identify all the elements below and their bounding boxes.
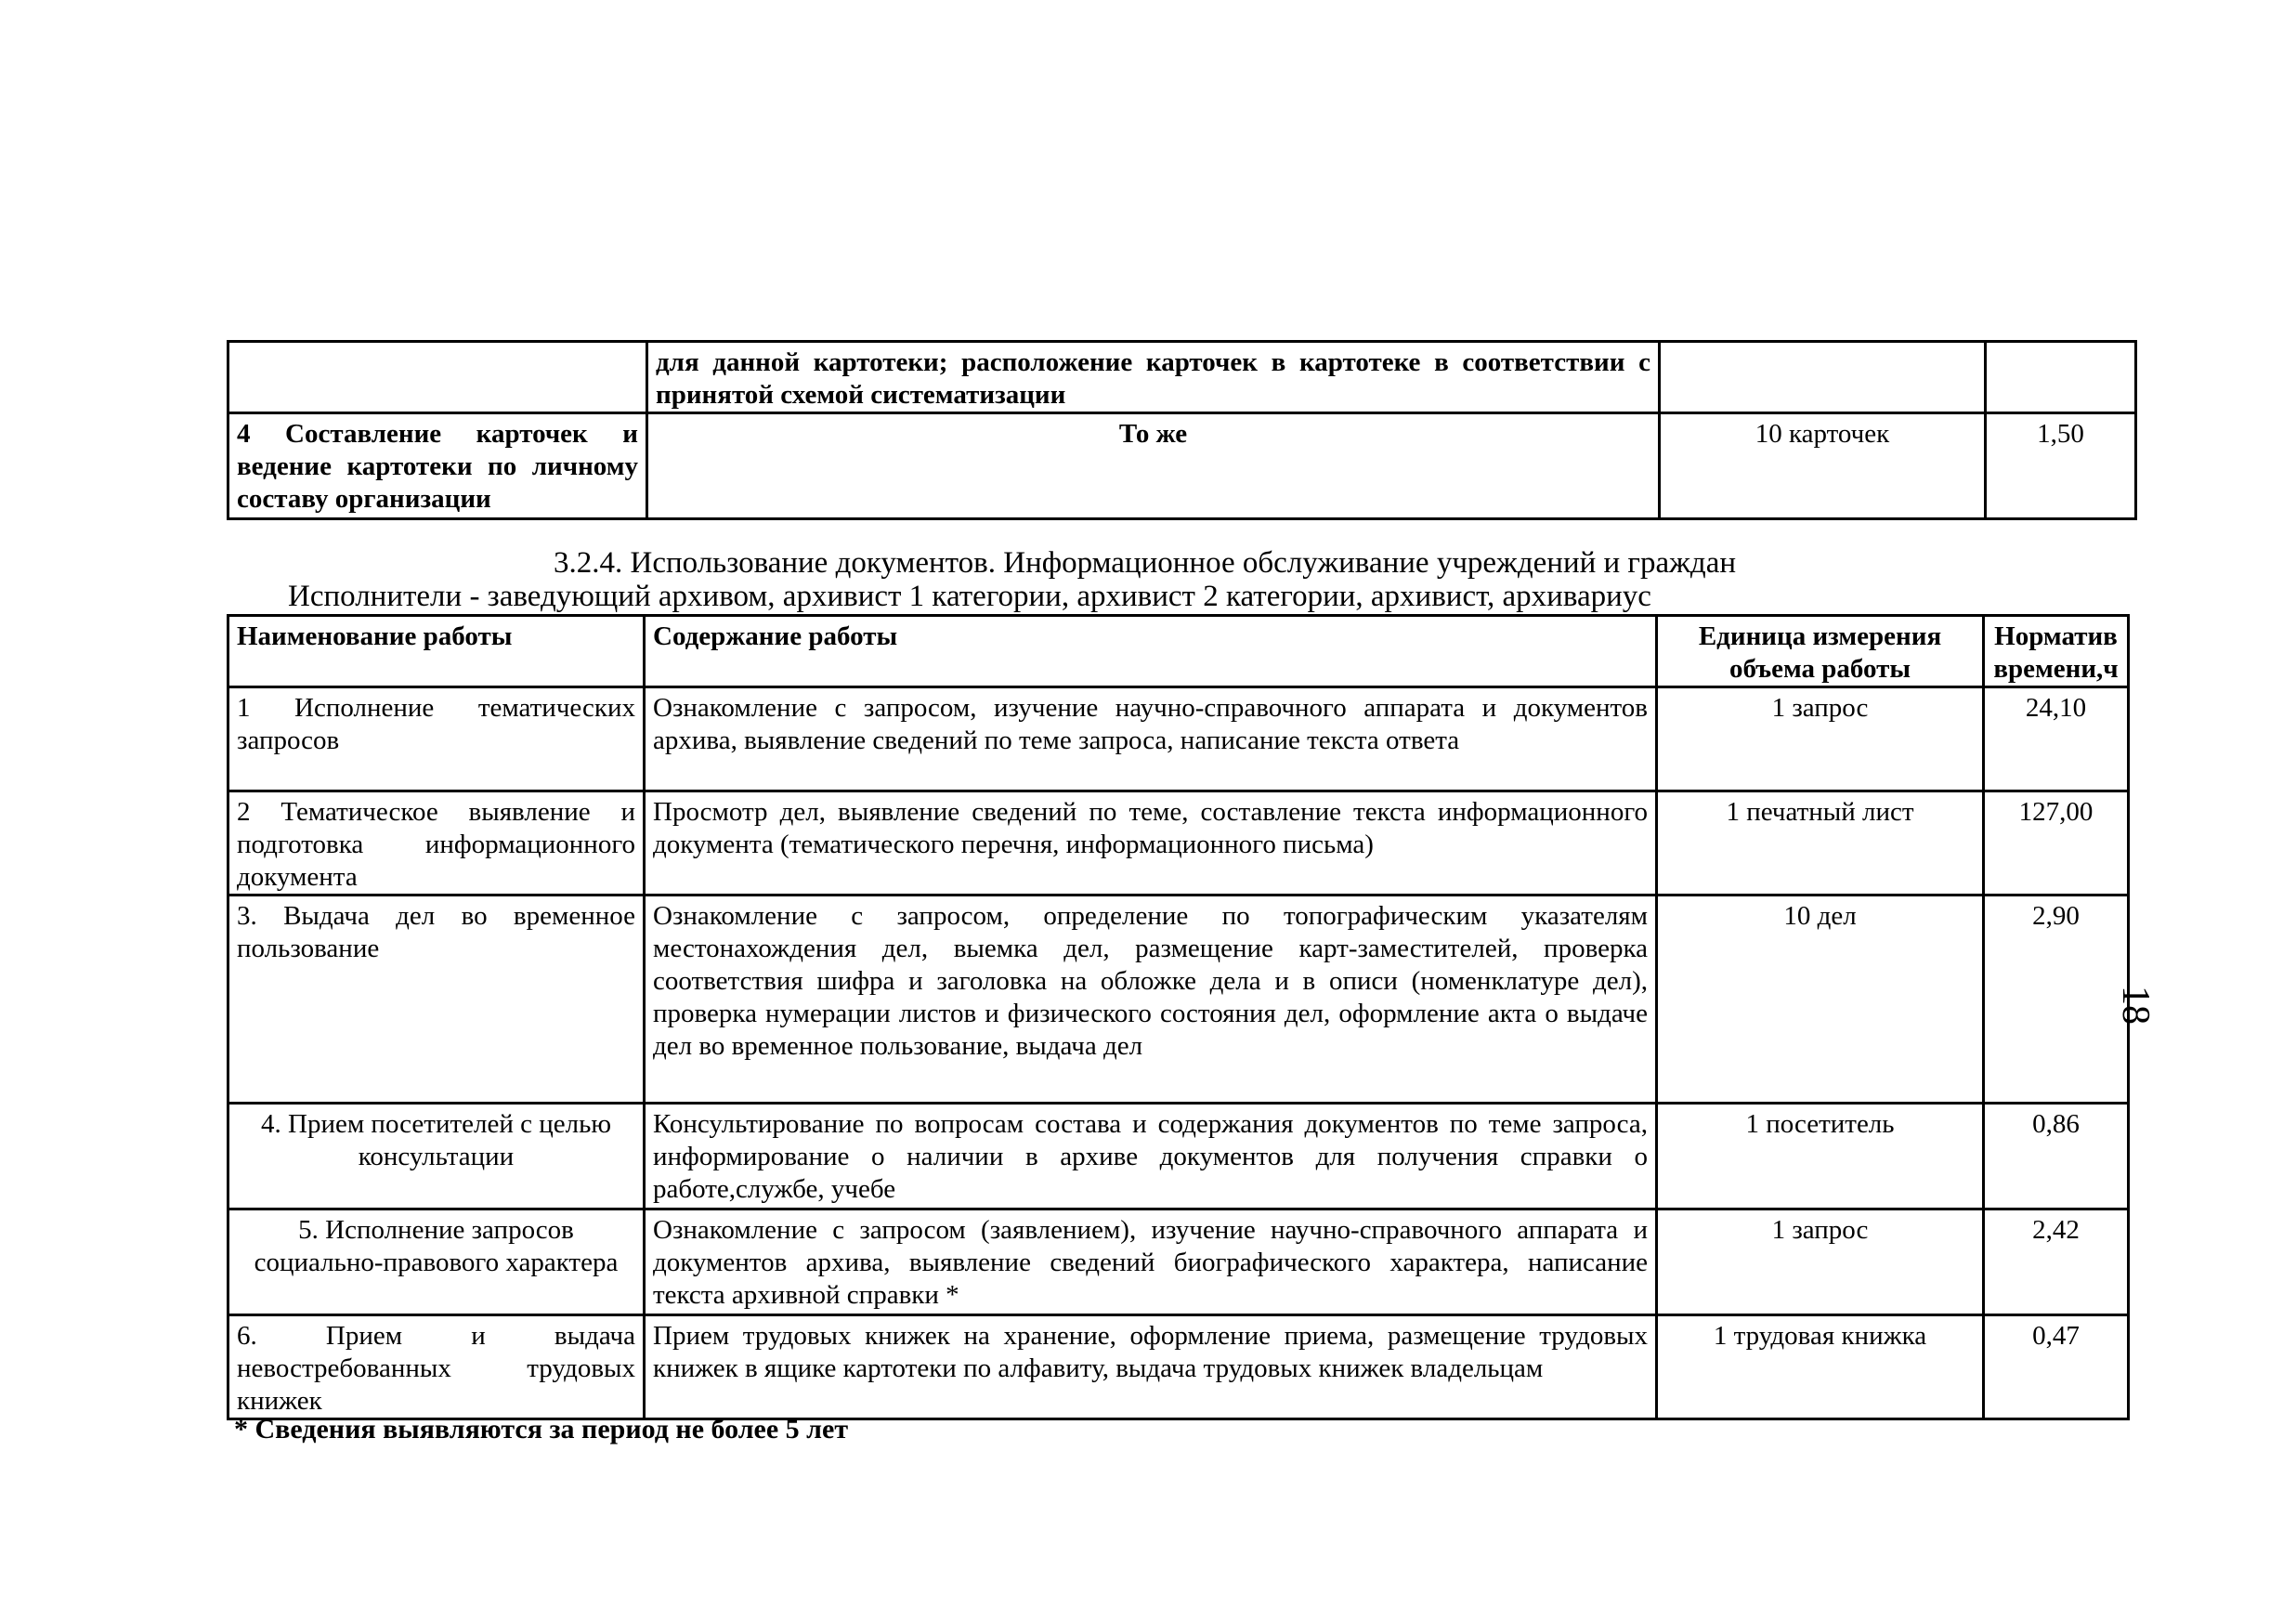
- work-name-cell: 1 Исполнение тематических запросов: [228, 687, 645, 791]
- norm-cell: 0,47: [1984, 1315, 2129, 1419]
- table-row: [228, 791, 2129, 896]
- work-content-cell: Ознакомление с запросом, определение по топографическим указателям местонахождения дел, выемка дел, размещение карт-заместителей, проверка соответствия шифра и заголовка на обложке дела и в описи (номенклатуре дел), проверка нумерации листов и физического состояния дел, оформление акта о выдаче дел во временное пользование, выдача дел: [645, 896, 1657, 1104]
- header-work-content: Содержание работы: [645, 616, 1657, 687]
- unit-cell: 1 печатный лист: [1657, 791, 1984, 896]
- table-row: [228, 342, 2136, 413]
- work-name-cell: 4 Составление карточек и ведение картотеки по личному составу организации: [228, 413, 647, 519]
- continued-norms-table: [227, 340, 2137, 520]
- work-content-cell: Консультирование по вопросам состава и содержания документов по теме запроса, информирование о наличии в архиве документов для получения справки о работе,службе, учебе: [645, 1104, 1657, 1209]
- norm-cell: [1986, 342, 2136, 413]
- unit-cell: 1 запрос: [1657, 687, 1984, 791]
- norm-cell: 0,86: [1984, 1104, 2129, 1209]
- table-row: [228, 896, 2129, 1104]
- unit-cell: [1660, 342, 1986, 413]
- unit-cell: 10 дел: [1657, 896, 1984, 1104]
- section-title: 3.2.4. Использование документов. Информационное обслуживание учреждений и граждан: [554, 546, 1737, 580]
- page-number: 18: [2114, 986, 2157, 1025]
- section-executors: Исполнители - заведующий архивом, архивист 1 категории, архивист 2 категории, архивист, архивариус: [288, 580, 1651, 613]
- work-content-cell: для данной картотеки; расположение карточек в картотеке в соответствии с принятой схемой систематизации: [647, 342, 1660, 413]
- norm-cell: 1,50: [1986, 413, 2136, 519]
- unit-cell: 10 карточек: [1660, 413, 1986, 519]
- unit-cell: 1 трудовая книжка: [1657, 1315, 1984, 1419]
- work-content-cell: Прием трудовых книжек на хранение, оформление приема, размещение трудовых книжек в ящике картотеки по алфавиту, выдача трудовых книжек владельцам: [645, 1315, 1657, 1419]
- norm-cell: 24,10: [1984, 687, 2129, 791]
- work-content-cell: Просмотр дел, выявление сведений по теме, составление текста информационного документа (тематического перечня, информационного письма): [645, 791, 1657, 896]
- unit-cell: 1 запрос: [1657, 1209, 1984, 1315]
- table-row: [228, 413, 2136, 519]
- header-norm: Норматив времени,ч: [1984, 616, 2129, 687]
- table-row: [228, 1209, 2129, 1315]
- work-name-cell: 2 Тематическое выявление и подготовка информационного документа: [228, 791, 645, 896]
- work-name-cell: [228, 342, 647, 413]
- footnote: * Сведения выявляются за период не более 5 лет: [234, 1414, 849, 1445]
- work-content-cell: То же: [647, 413, 1660, 519]
- header-work-name: Наименование работы: [228, 616, 645, 687]
- header-unit: Единица измерения объема работы: [1657, 616, 1984, 687]
- work-name-cell: 5. Исполнение запросов социально-правового характера: [228, 1209, 645, 1315]
- table-row: [228, 1315, 2129, 1419]
- usage-norms-table: [227, 614, 2130, 1420]
- norm-cell: 2,90: [1984, 896, 2129, 1104]
- unit-cell: 1 посетитель: [1657, 1104, 1984, 1209]
- table-header-row: [228, 616, 2129, 687]
- work-content-cell: Ознакомление с запросом (заявлением), изучение научно-справочного аппарата и документов архива, выявление сведений биографического характера, написание текста архивной справки *: [645, 1209, 1657, 1315]
- table-row: [228, 687, 2129, 791]
- table-row: [228, 1104, 2129, 1209]
- work-content-cell: Ознакомление с запросом, изучение научно-справочного аппарата и документов архива, выявление сведений по теме запроса, написание текста ответа: [645, 687, 1657, 791]
- work-name-cell: 6. Прием и выдача невостребованных трудовых книжек: [228, 1315, 645, 1419]
- work-name-cell: 4. Прием посетителей с целью консультации: [228, 1104, 645, 1209]
- norm-cell: 2,42: [1984, 1209, 2129, 1315]
- norm-cell: 127,00: [1984, 791, 2129, 896]
- work-name-cell: 3. Выдача дел во временное пользование: [228, 896, 645, 1104]
